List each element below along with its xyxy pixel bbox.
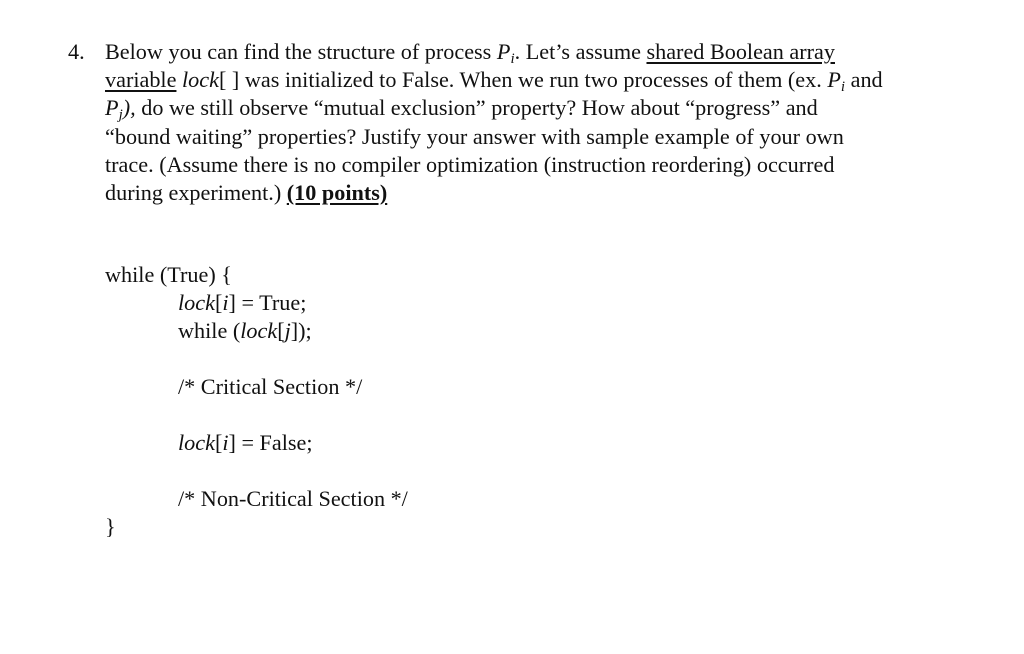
code-critical-comment: /* Critical Section */ <box>178 374 363 399</box>
index-variable: j <box>284 318 291 343</box>
lock-variable: lock <box>182 67 219 93</box>
lock-variable: lock <box>178 290 215 315</box>
text-span: ), <box>122 95 136 121</box>
text-span: [ <box>214 290 223 315</box>
code-release-lock <box>105 429 408 457</box>
question-line-4: “bound waiting” properties? Justify your answer with sample example of your own <box>105 123 844 149</box>
text-span: . Let’s assume <box>514 39 647 64</box>
question-line-1 <box>105 38 965 66</box>
text-span: during experiment.) <box>105 180 287 206</box>
question-line-5: trace. (Assume there is no compiler optimization (instruction reordering) occurred <box>105 151 835 177</box>
points-label: (10 points) <box>286 180 388 206</box>
code-set-lock <box>105 289 408 317</box>
text-span: ] = False; <box>228 430 313 455</box>
text-span: ] = True; <box>228 290 307 315</box>
question-line-2 <box>105 66 965 94</box>
text-span: [ <box>214 430 223 455</box>
process-subscript: i <box>510 51 515 67</box>
question-text <box>105 38 965 207</box>
code-spin-wait <box>105 317 408 345</box>
process-subscript: j <box>118 107 123 124</box>
lock-variable: lock <box>178 430 215 455</box>
question-line-6 <box>105 179 965 207</box>
process-symbol: P <box>496 39 511 64</box>
underlined-phrase: variable <box>105 67 177 93</box>
text-span: and <box>845 67 883 93</box>
text-span: do we still observe “mutual exclusion” property? How about “progress” and <box>135 95 818 121</box>
question-line-3 <box>105 94 965 122</box>
text-span: [ ] was initialized to False. When we run two processes of them (ex. <box>218 67 828 93</box>
code-close-brace: } <box>105 514 116 539</box>
text-span: Below you can find the structure of process <box>105 39 497 64</box>
index-variable: i <box>222 430 229 455</box>
blank-line <box>105 401 408 429</box>
process-subscript: i <box>840 79 846 96</box>
code-block <box>105 261 408 541</box>
index-variable: i <box>222 290 229 315</box>
text-span: ]); <box>290 318 312 343</box>
question-number: 4. <box>68 39 85 64</box>
lock-variable: lock <box>240 318 278 343</box>
blank-line <box>105 345 408 373</box>
code-while-open: while (True) { <box>105 262 232 287</box>
process-symbol: P <box>827 67 841 93</box>
blank-line <box>105 457 408 485</box>
text-span: [ <box>277 318 285 343</box>
process-symbol: P <box>105 95 119 121</box>
code-noncritical-comment: /* Non-Critical Section */ <box>178 486 408 511</box>
text-span: while ( <box>178 318 241 343</box>
underlined-phrase: shared Boolean array <box>646 39 835 64</box>
